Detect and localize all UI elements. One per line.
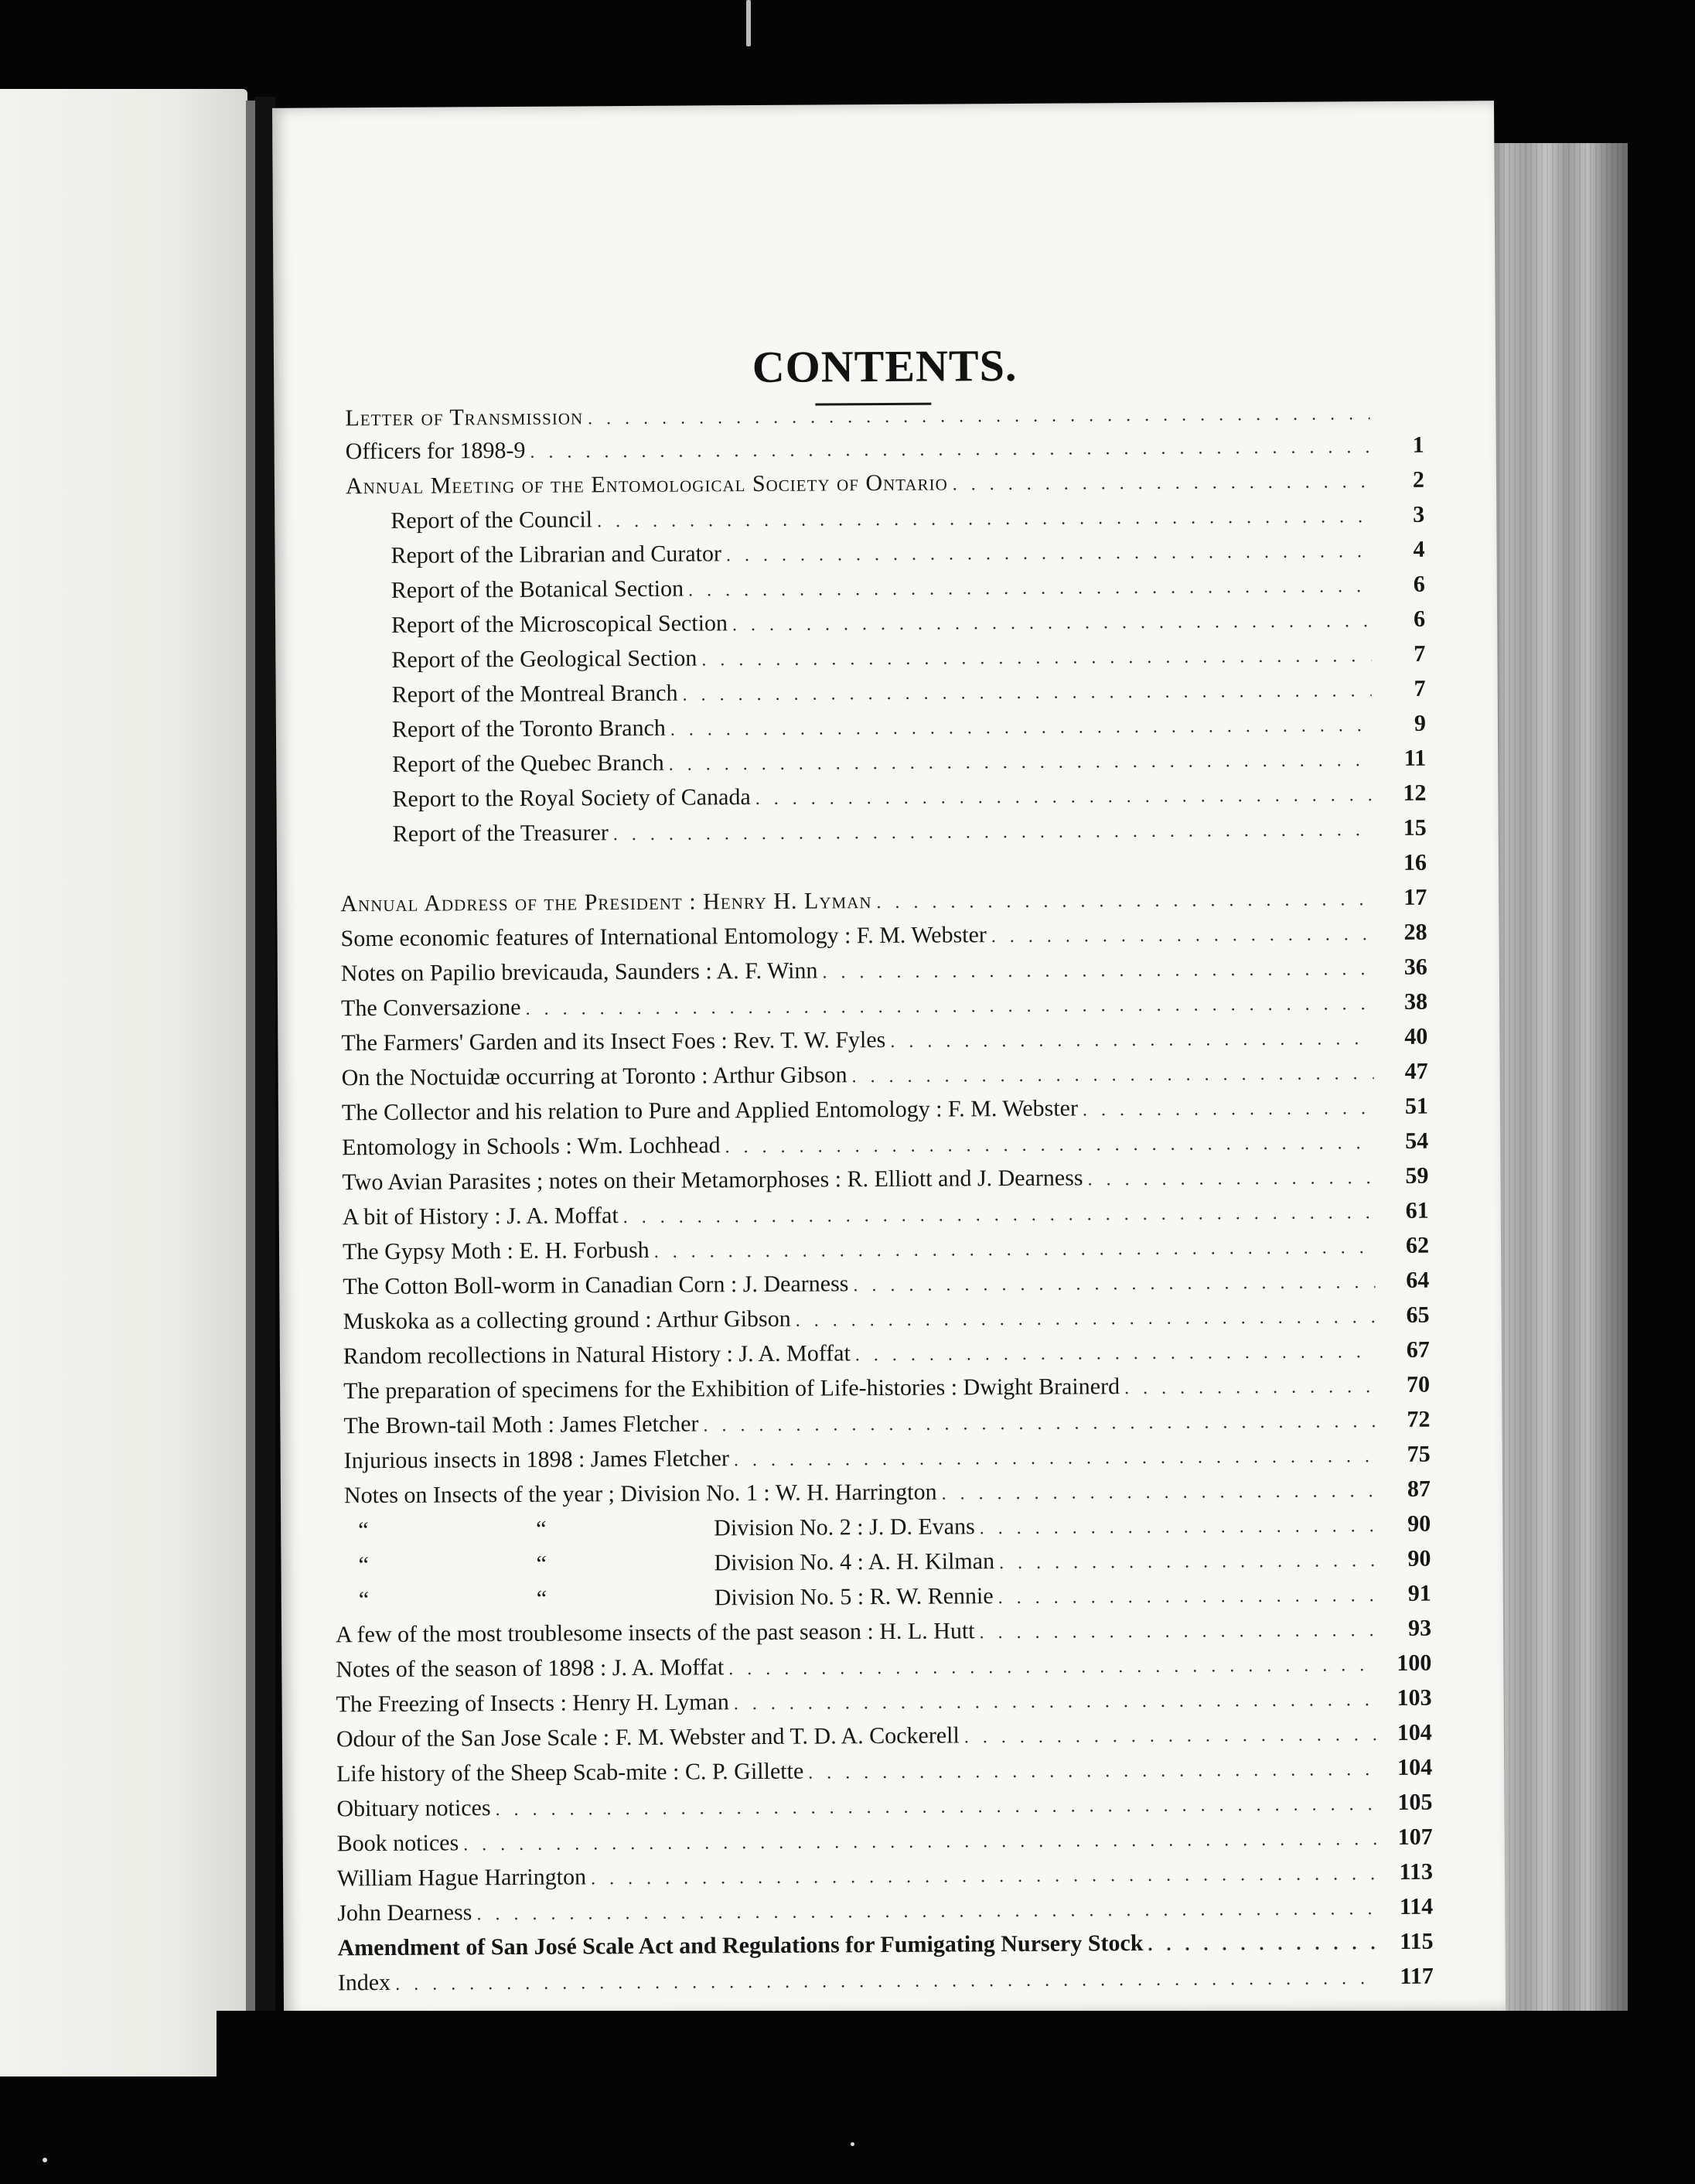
toc-leader	[463, 1829, 1379, 1855]
toc-entry-page: 70	[1407, 1371, 1431, 1397]
toc-entry	[343, 1268, 1429, 1305]
toc-leader	[395, 1968, 1380, 1995]
toc-leader	[999, 1551, 1377, 1574]
toc-entry-title: The Conversazione	[341, 994, 521, 1022]
toc-entry-page: 61	[1405, 1197, 1429, 1223]
toc-leader	[525, 994, 1373, 1020]
contents-page	[272, 101, 1506, 2018]
toc-entry	[340, 920, 1427, 957]
toc-entry-title	[358, 1548, 994, 1578]
ditto-mark: “	[358, 1587, 370, 1613]
page-title: CONTENTS.	[752, 340, 1018, 393]
toc-entry-page: 104	[1397, 1754, 1433, 1780]
toc-leader	[890, 1029, 1373, 1053]
toc-entry-title: A bit of History : J. A. Moffat	[342, 1203, 619, 1230]
toc-entry-title: Index	[337, 1969, 391, 1996]
toc-entry-page: 103	[1397, 1684, 1432, 1711]
toc-entry-title: Report of the Microscopical Section	[391, 610, 728, 638]
toc-entry-page: 105	[1397, 1789, 1433, 1815]
toc-entry-title: Random recollections in Natural History : J. A. Moffat	[343, 1340, 851, 1370]
toc-entry	[343, 1302, 1429, 1340]
ditto-mark: “	[358, 1517, 369, 1544]
toc-entry	[343, 1372, 1430, 1410]
toc-entry-page: 11	[1403, 745, 1427, 771]
ditto-mark: “	[536, 1585, 547, 1612]
toc-leader	[855, 1342, 1376, 1366]
toc-leader	[591, 1864, 1379, 1889]
toc-entry-title: John Dearness	[337, 1899, 472, 1926]
toc-leader	[654, 1237, 1375, 1263]
toc-entry-page: 113	[1399, 1858, 1434, 1885]
toc-entry	[343, 1233, 1429, 1271]
toc-entry-title: The Gypsy Moth : E. H. Forbush	[342, 1237, 650, 1265]
toc-leader	[980, 1516, 1377, 1539]
toc-leader	[822, 959, 1373, 983]
toc-leader	[796, 1307, 1376, 1332]
toc-entry-title: William Hague Harrington	[336, 1864, 587, 1892]
page-block-edge	[1492, 143, 1628, 2022]
toc-entry-page: 40	[1404, 1023, 1428, 1049]
toc-entry	[346, 467, 1424, 505]
toc-entry-title: Report of the Librarian and Curator	[390, 541, 722, 568]
toc-entry-page: 7	[1414, 675, 1426, 701]
toc-entry	[390, 537, 1424, 574]
toc-entry-page: 64	[1406, 1267, 1430, 1293]
scan-dust	[851, 2142, 854, 2146]
toc-entry-title: Injurious insects in 1898 : James Fletcher	[343, 1445, 730, 1474]
toc-leader	[688, 576, 1371, 601]
toc-entry-title: Letter of Transmission	[345, 404, 584, 432]
toc-leader	[701, 646, 1371, 671]
toc-entry-title: The Brown-tail Moth : James Fletcher	[343, 1411, 699, 1439]
toc-leader	[732, 611, 1371, 636]
toc-entry-title: Entomology in Schools : Wm. Lochhead	[342, 1132, 721, 1161]
toc-entry	[337, 1929, 1433, 1967]
toc-entry-title: Notes of the season of 1898 : J. A. Moffat	[336, 1654, 725, 1683]
toc-entry-page: 54	[1405, 1128, 1429, 1154]
toc-leader	[726, 541, 1371, 566]
toc-entry-title: The preparation of specimens for the Exhibition of Life-histories : Dwight Brainerd	[343, 1374, 1120, 1404]
toc-entry	[343, 1198, 1429, 1236]
toc-entry-title: Report of the Toronto Branch	[391, 715, 666, 742]
scan-dust	[746, 0, 751, 46]
toc-entry-title: On the Noctuidæ occurring at Toronto : Arthur Gibson	[341, 1062, 848, 1091]
toc-entry	[358, 1511, 1431, 1548]
toc-entry	[392, 711, 1426, 748]
division-label: Division No. 4 : A. H. Kilman	[714, 1548, 995, 1576]
division-label: Division No. 2 : J. D. Evans	[714, 1513, 975, 1541]
toc-entry	[391, 606, 1425, 643]
toc-leader	[852, 1063, 1374, 1087]
toc-entry	[392, 746, 1426, 783]
toc-entry	[341, 1024, 1427, 1062]
toc-entry-page: 3	[1413, 501, 1425, 527]
toc-entry	[342, 1059, 1428, 1097]
toc-entry-title: Officers for 1898-9	[345, 437, 526, 465]
toc-entry	[348, 850, 1427, 888]
toc-entry-page: 117	[1400, 1963, 1434, 1989]
toc-entry-page: 91	[1407, 1580, 1431, 1606]
toc-entry	[346, 432, 1424, 470]
toc-entry-title: Report of the Geological Section	[391, 645, 697, 673]
toc-entry-title: Report to the Royal Society of Canada	[392, 784, 751, 812]
toc-leader	[1087, 1168, 1374, 1190]
toc-entry	[336, 1790, 1432, 1827]
toc-leader	[588, 404, 1370, 429]
toc-entry	[338, 1964, 1434, 2001]
toc-leader	[703, 1411, 1376, 1436]
toc-entry-page: 4	[1413, 536, 1425, 562]
ditto-mark: “	[358, 1552, 369, 1578]
toc-entry-page: 104	[1397, 1719, 1432, 1745]
toc-entry	[342, 1094, 1428, 1131]
toc-entry-title: Report of the Botanical Section	[390, 575, 684, 603]
toc-leader	[682, 681, 1371, 705]
toc-entry-title: A few of the most troublesome insects of the past season : H. L. Hutt	[335, 1618, 975, 1648]
toc-entry-page: 6	[1413, 606, 1426, 632]
toc-entry	[345, 399, 1424, 437]
toc-leader	[998, 1585, 1377, 1609]
toc-entry-title: Life history of the Sheep Scab-mite : C. P. Gillette	[336, 1758, 804, 1787]
toc-leader	[980, 1620, 1378, 1643]
toc-entry	[336, 1685, 1432, 1723]
toc-leader	[991, 924, 1373, 947]
toc-entry-page: 107	[1397, 1824, 1433, 1850]
toc-entry	[340, 885, 1427, 923]
toc-entry-title: Report of the Council	[390, 507, 593, 534]
toc-entry-title: Report of the Treasurer	[392, 820, 609, 847]
toc-entry-page: 93	[1407, 1615, 1432, 1641]
toc-leader	[953, 472, 1370, 495]
toc-entry	[392, 780, 1426, 817]
toc-entry	[337, 1824, 1433, 1862]
toc-entry-page: 90	[1407, 1545, 1431, 1571]
toc-leader	[1124, 1377, 1376, 1399]
toc-leader	[670, 715, 1372, 741]
toc-entry-page: 114	[1399, 1893, 1434, 1920]
toc-entry-page: 67	[1406, 1336, 1430, 1363]
division-label: Division No. 5 : R. W. Rennie	[714, 1583, 994, 1611]
toc-entry-title: The Freezing of Insects : Henry H. Lyman	[336, 1689, 729, 1718]
toc-entry	[337, 1894, 1433, 1932]
toc-entry-page: 15	[1403, 814, 1427, 841]
toc-leader	[623, 1203, 1375, 1228]
toc-entry-title: Annual Address of the President : Henry H. Lyman	[340, 888, 872, 917]
toc-entry-title: Odour of the San Jose Scale : F. M. Webster and T. D. A. Cockerell	[336, 1722, 960, 1752]
toc-entry	[342, 1128, 1428, 1166]
toc-leader	[734, 1446, 1376, 1471]
toc-entry-page: 65	[1406, 1302, 1430, 1328]
toc-entry-page: 1	[1412, 432, 1424, 458]
toc-entry-page: 100	[1397, 1650, 1432, 1676]
gutter	[255, 97, 275, 2077]
toc-entry-title: Notes on Papilio brevicauda, Saunders : A. F. Winn	[340, 957, 818, 987]
toc-entry-page: 59	[1405, 1162, 1429, 1189]
toc-leader	[876, 889, 1373, 913]
toc-entry	[392, 676, 1426, 713]
toc-leader	[728, 1655, 1377, 1680]
toc-leader	[734, 1690, 1378, 1715]
toc-entry-page: 51	[1404, 1093, 1429, 1119]
toc-entry	[343, 1337, 1430, 1375]
toc-leader	[808, 1759, 1378, 1784]
toc-entry-page: 75	[1407, 1441, 1431, 1467]
toc-leader	[669, 750, 1373, 776]
toc-entry-title	[359, 1583, 994, 1613]
toc-entry-title: The Cotton Boll-worm in Canadian Corn : J. Dearness	[343, 1271, 849, 1300]
toc-entry	[393, 815, 1427, 852]
toc-entry-title: Two Avian Parasites ; notes on their Metamorphoses : R. Elliott and J. Dearness	[342, 1165, 1083, 1196]
toc-entry-title: Book notices	[336, 1830, 459, 1857]
toc-entry-page: 115	[1400, 1928, 1434, 1954]
toc-entry	[344, 1442, 1431, 1479]
toc-entry-page: 16	[1403, 849, 1427, 875]
toc-entry	[336, 1650, 1431, 1688]
toc-entry-title: Notes on Insects of the year ; Division No. 1 : W. H. Harrington	[343, 1479, 937, 1509]
toc-leader	[597, 507, 1370, 532]
toc-entry-page: 36	[1403, 954, 1427, 980]
toc-entry-title: The Collector and his relation to Pure and Applied Entomology : F. M. Webster	[341, 1095, 1079, 1126]
ditto-mark: “	[536, 1551, 547, 1577]
left-page-edge	[246, 101, 255, 2073]
toc-entry-title: Report of the Montreal Branch	[391, 680, 678, 708]
toc-leader	[476, 1899, 1379, 1925]
toc-entry	[336, 1616, 1431, 1653]
toc-leader	[755, 785, 1373, 810]
toc-entry	[336, 1720, 1432, 1758]
toc-leader	[496, 1794, 1379, 1821]
toc-entry	[359, 1581, 1431, 1618]
toc-entry-page: 7	[1414, 640, 1426, 667]
toc-entry	[341, 989, 1427, 1027]
toc-entry-page: 17	[1403, 884, 1427, 910]
toc-leader	[725, 1133, 1375, 1158]
toc-entry-title: Annual Meeting of the Entomological Society of Ontario	[345, 469, 948, 500]
toc-leader	[1148, 1933, 1379, 1956]
toc-leader	[613, 820, 1373, 845]
toc-entry	[336, 1755, 1432, 1793]
scan-bottom-shadow	[217, 2011, 1639, 2096]
toc-entry-page: 28	[1403, 919, 1427, 945]
toc-entry	[343, 1407, 1430, 1445]
left-page	[0, 89, 247, 2077]
toc-leader	[1083, 1098, 1374, 1121]
toc-entry-title: Some economic features of International Entomology : F. M. Webster	[340, 922, 987, 952]
toc-entry-page: 2	[1412, 466, 1425, 493]
toc-entry-title: The Farmers' Garden and its Insect Foes : Rev. T. W. Fyles	[341, 1027, 886, 1056]
toc-entry-title	[358, 1513, 975, 1544]
toc-entry-page: 72	[1407, 1406, 1431, 1432]
toc-entry-page: 6	[1413, 571, 1425, 597]
toc-entry-page: 9	[1414, 710, 1427, 736]
toc-entry-title: Obituary notices	[336, 1795, 491, 1822]
toc-entry-title: Report of the Quebec Branch	[392, 749, 664, 777]
toc-list	[272, 101, 1506, 2018]
toc-entry	[390, 502, 1424, 539]
toc-entry-title: Amendment of San José Scale Act and Regulations for Fumigating Nursery Stock	[337, 1930, 1144, 1961]
toc-entry	[342, 1163, 1428, 1201]
toc-entry-page: 62	[1405, 1232, 1430, 1258]
toc-entry-page: 87	[1407, 1476, 1431, 1502]
toc-leader	[853, 1272, 1375, 1296]
toc-entry	[358, 1546, 1431, 1583]
toc-entry-page: 47	[1404, 1058, 1428, 1084]
toc-entry	[391, 641, 1425, 678]
toc-entry	[344, 1476, 1431, 1514]
scan-dust	[43, 2158, 47, 2162]
toc-entry-page: 90	[1407, 1510, 1431, 1537]
toc-leader	[530, 437, 1369, 463]
toc-entry-page: 38	[1404, 988, 1428, 1015]
toc-entry-title: Muskoka as a collecting ground : Arthur Gibson	[343, 1305, 791, 1335]
toc-leader	[941, 1481, 1376, 1504]
toc-entry	[341, 954, 1427, 992]
ditto-mark: “	[536, 1516, 547, 1542]
toc-leader	[964, 1725, 1378, 1748]
toc-entry	[337, 1859, 1433, 1897]
toc-entry	[391, 572, 1425, 609]
toc-entry-page: 12	[1403, 780, 1427, 806]
